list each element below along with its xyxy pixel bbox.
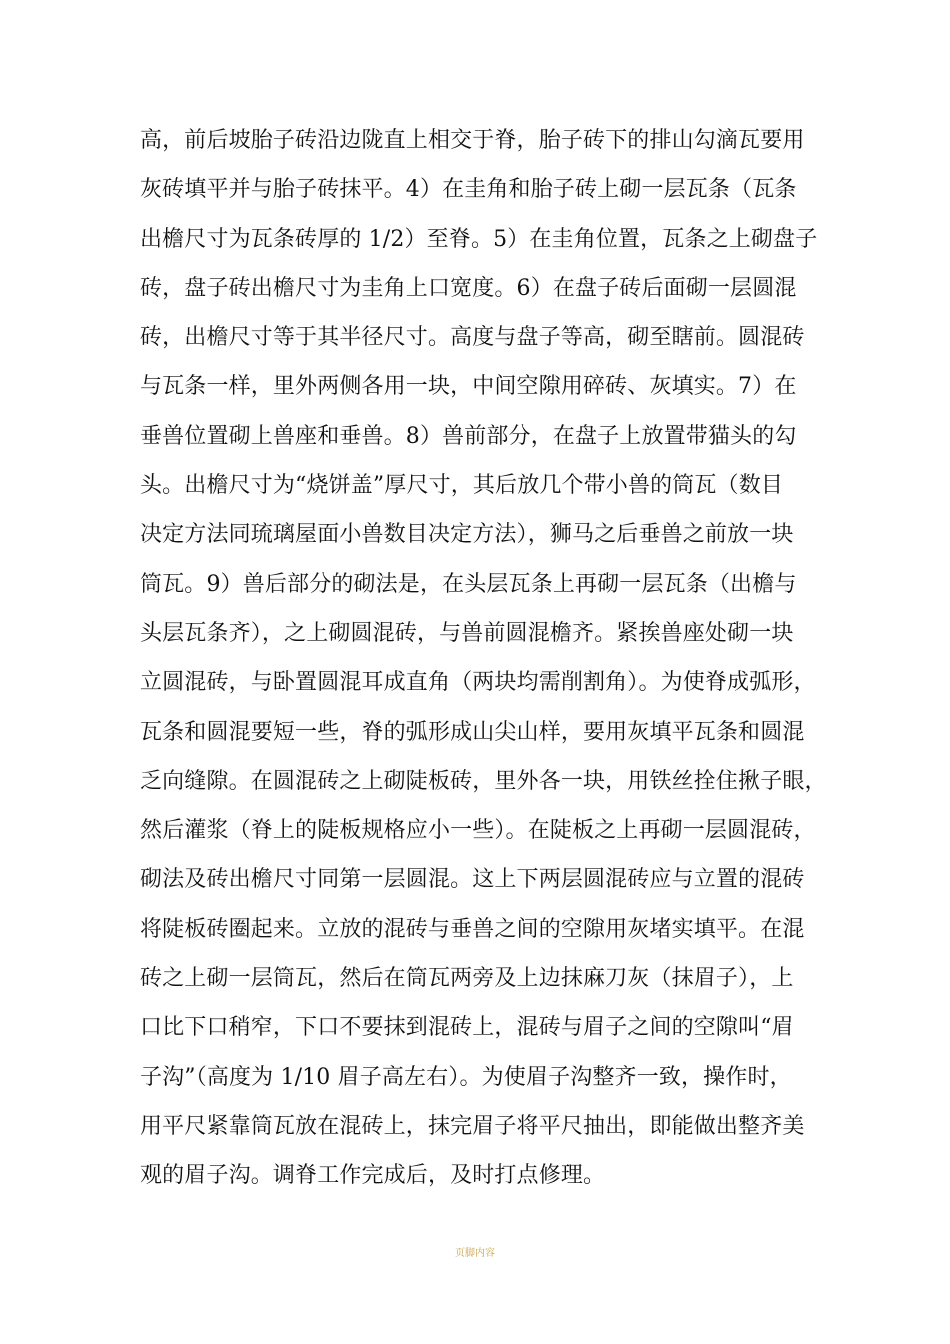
text-line: 乏向缝隙。在圆混砖之上砌陡板砖，里外各一块，用铁丝拴住揪子眼， [140, 768, 827, 794]
text-line: 灰砖填平并与胎子砖抹平。4）在圭角和胎子砖上砌一层瓦条（瓦条 [140, 177, 797, 203]
text-line: 与瓦条一样，里外两侧各用一块，中间空隙用碎砖、灰填实。7）在 [140, 374, 797, 400]
text-line: 筒瓦。9）兽后部分的砌法是，在头层瓦条上再砌一层瓦条（出檐与 [140, 571, 797, 597]
text-line: 用平尺紧靠筒瓦放在混砖上，抹完眉子将平尺抽出，即能做出整齐美 [140, 1113, 805, 1139]
body-text [140, 116, 830, 1201]
text-line: 头层瓦条齐），之上砌圆混砖，与兽前圆混檐齐。紧挨兽座处砌一块 [140, 620, 794, 646]
text-line: 头。出檐尺寸为“烧饼盖”厚尺寸，其后放几个带小兽的筒瓦（数目 [140, 473, 783, 499]
text-line: 决定方法同琉璃屋面小兽数目决定方法），狮马之后垂兽之前放一块 [140, 522, 794, 548]
text-line: 高，前后坡胎子砖沿边陇直上相交于脊，胎子砖下的排山勾滴瓦要用 [140, 128, 805, 153]
text-line: 子沟”（高度为 1/10 眉子高左右）。为使眉子沟整齐一致，操作时， [140, 1064, 792, 1090]
text-line: 立圆混砖，与卧置圆混耳成直角（两块均需削割角）。为使脊成弧形， [140, 670, 816, 696]
text-line: 口比下口稍窄，下口不要抹到混砖上，混砖与眉子之间的空隙叫“眉 [140, 1015, 794, 1041]
text-line: 砌法及砖出檐尺寸同第一层圆混。这上下两层圆混砖应与立置的混砖 [140, 867, 805, 893]
text-line: 砖，盘子砖出檐尺寸为圭角上口宽度。6）在盘子砖后面砌一层圆混 [140, 275, 797, 301]
text-line: 观的眉子沟。调脊工作完成后，及时打点修理。 [140, 1163, 606, 1189]
text-line: 瓦条和圆混要短一些，脊的弧形成山尖山样，要用灰填平瓦条和圆混 [140, 719, 805, 745]
page-footer: 页脚内容 [455, 1248, 495, 1259]
text-line: 然后灌浆（脊上的陡板规格应小一些）。在陡板之上再砌一层圆混砖， [140, 818, 816, 844]
text-line: 砖，出檐尺寸等于其半径尺寸。高度与盘子等高，砌至瞎前。圆混砖 [140, 325, 805, 351]
text-line: 垂兽位置砌上兽座和垂兽。8）兽前部分，在盘子上放置带猫头的勾 [140, 423, 797, 449]
text-line: 将陡板砖圈起来。立放的混砖与垂兽之间的空隙用灰堵实填平。在混 [140, 916, 805, 942]
text-line: 出檐尺寸为瓦条砖厚的 1/2）至脊。5）在圭角位置，瓦条之上砌盘子 [140, 226, 818, 252]
text-line: 砖之上砌一层筒瓦，然后在筒瓦两旁及上边抹麻刀灰（抹眉子），上 [140, 966, 794, 992]
